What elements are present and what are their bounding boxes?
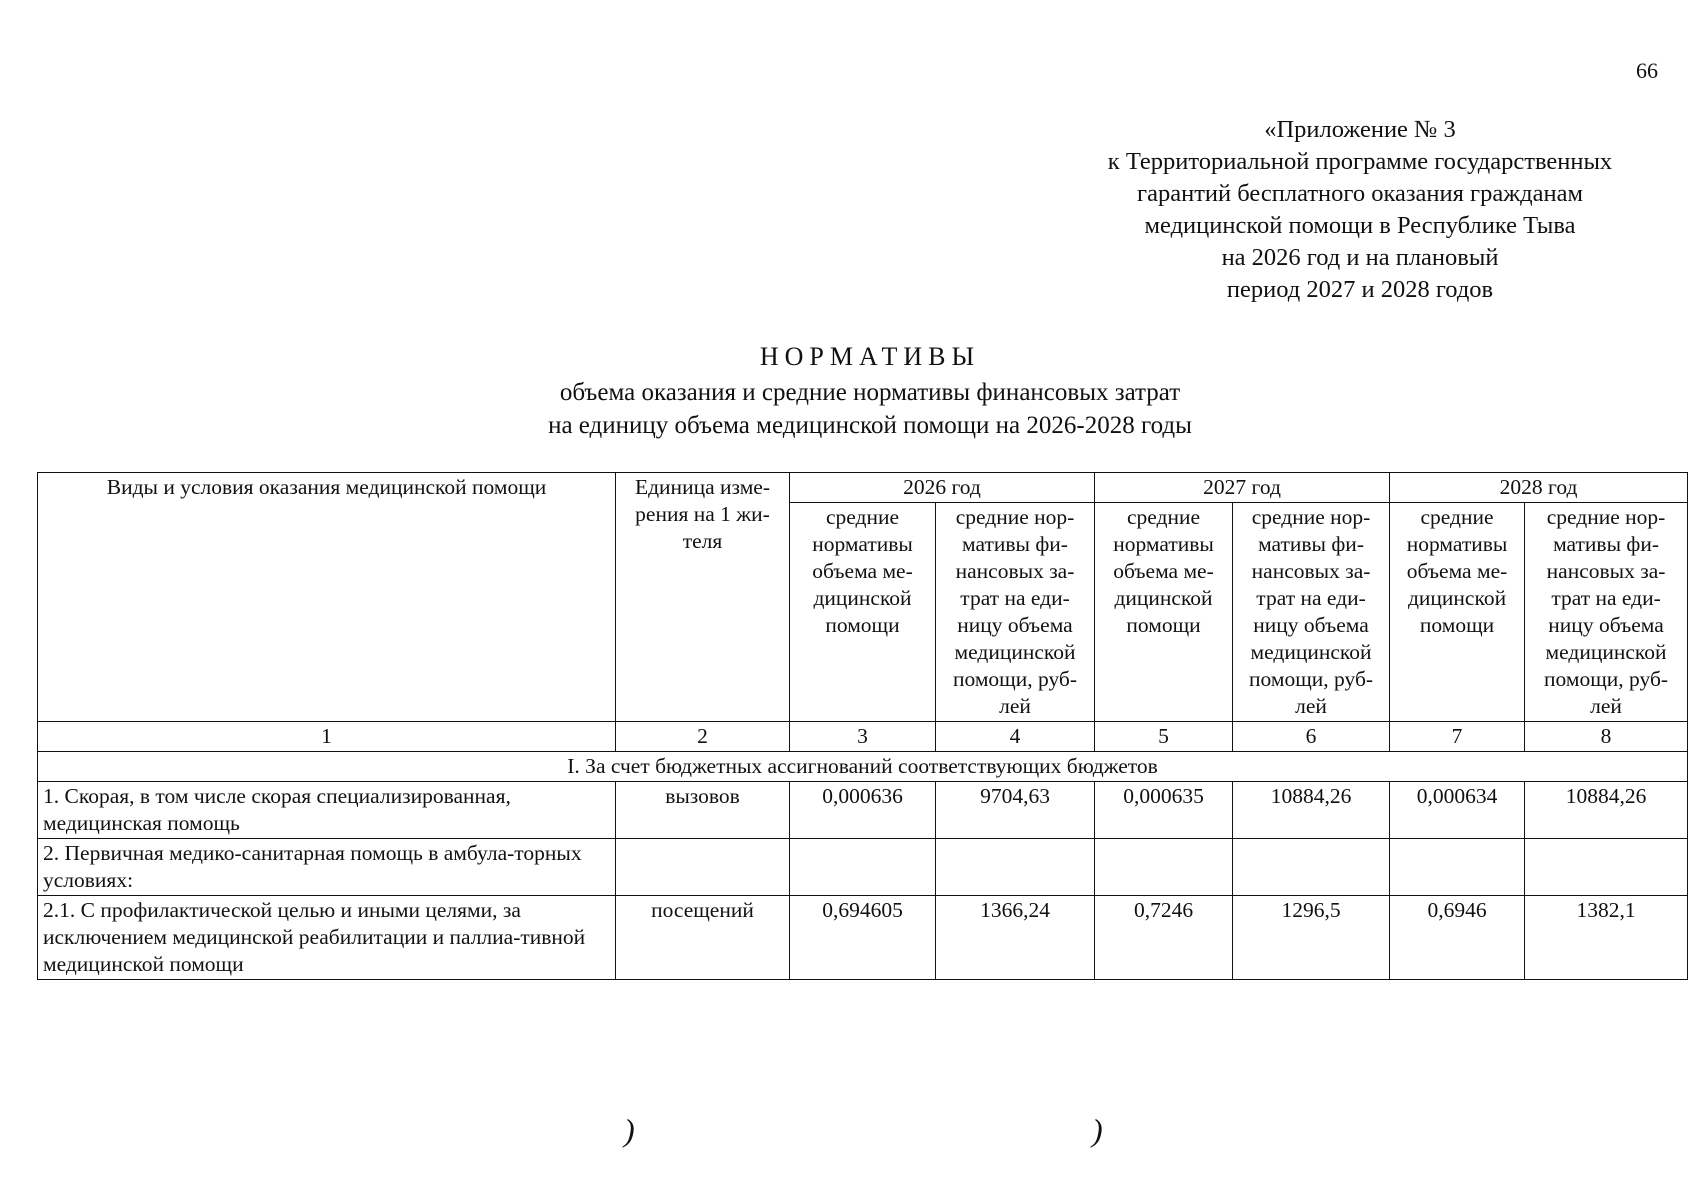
subtitle-line: на единицу объема медицинской помощи на 2026-2028 годы [548, 412, 1192, 439]
appendix-line: период 2027 и 2028 годов [1226, 276, 1494, 303]
header-cost-2027: средние нор-мативы фи-нансовых за-трат на еди-ницу объема медицинской помощи, руб-лей [1233, 503, 1390, 722]
row-name: 2.1. С профилактической целью и иными целями, за исключением медицинской реабилитации и паллиа-тивной медицинской помощи [38, 896, 616, 980]
header-types-of-care: Виды и условия оказания медицинской помощи [38, 473, 616, 722]
cost-2028 [1525, 839, 1688, 896]
cost-2027: 1296,5 [1233, 896, 1390, 980]
column-number: 7 [1390, 722, 1525, 752]
row-unit [616, 839, 790, 896]
volume-2027: 0,7246 [1095, 896, 1233, 980]
header-volume-2026: средние нормативы объема ме-дицинской помощи [790, 503, 936, 722]
volume-2027 [1095, 839, 1233, 896]
appendix-line: на 2026 год и на плановый [1221, 244, 1499, 271]
subtitle-line: объема оказания и средние нормативы финансовых затрат [559, 379, 1181, 406]
cost-2026: 1366,24 [936, 896, 1095, 980]
appendix-line: гарантий бесплатного оказания гражданам [1137, 180, 1583, 207]
header-volume-2027: средние нормативы объема ме-дицинской помощи [1095, 503, 1233, 722]
column-number: 3 [790, 722, 936, 752]
row-unit: вызовов [616, 782, 790, 839]
header-year-2027: 2027 год [1095, 473, 1390, 503]
volume-2026: 0,000636 [790, 782, 936, 839]
cost-2026: 9704,63 [936, 782, 1095, 839]
volume-2027: 0,000635 [1095, 782, 1233, 839]
column-number: 1 [38, 722, 616, 752]
row-name: 2. Первичная медико-санитарная помощь в амбула-торных условиях: [38, 839, 616, 896]
column-number: 8 [1525, 722, 1688, 752]
cost-2028: 10884,26 [1525, 782, 1688, 839]
column-number: 4 [936, 722, 1095, 752]
signature-mark: ) [624, 1112, 635, 1148]
cost-2028: 1382,1 [1525, 896, 1688, 980]
header-unit: Единица изме-рения на 1 жи-теля [616, 473, 790, 722]
column-number-row [38, 722, 1688, 752]
column-number: 2 [616, 722, 790, 752]
volume-2028: 0,6946 [1390, 896, 1525, 980]
volume-2026 [790, 839, 936, 896]
header-cost-2026: средние нор-мативы фи-нансовых за-трат на еди-ницу объема медицинской помощи, руб-лей [936, 503, 1095, 722]
normatives-table [37, 472, 1688, 980]
cost-2027: 10884,26 [1233, 782, 1390, 839]
volume-2028: 0,000634 [1390, 782, 1525, 839]
section-row [38, 752, 1688, 782]
document-title: НОРМАТИВЫ [759, 342, 981, 371]
header-row-years [38, 473, 1688, 503]
table-row [38, 896, 1688, 980]
header-volume-2028: средние нормативы объема ме-дицинской помощи [1390, 503, 1525, 722]
row-name: 1. Скорая, в том числе скорая специализированная, медицинская помощь [38, 782, 616, 839]
appendix-line: к Территориальной программе государственных [1107, 148, 1613, 175]
page-number: 66 [1636, 58, 1658, 83]
table-row [38, 782, 1688, 839]
volume-2028 [1390, 839, 1525, 896]
column-number: 6 [1233, 722, 1390, 752]
cost-2027 [1233, 839, 1390, 896]
volume-2026: 0,694605 [790, 896, 936, 980]
header-year-2028: 2028 год [1390, 473, 1688, 503]
row-unit: посещений [616, 896, 790, 980]
table-row [38, 839, 1688, 896]
section-title: I. За счет бюджетных ассигнований соответствующих бюджетов [38, 752, 1688, 782]
signature-mark: ) [1092, 1112, 1103, 1148]
header-cost-2028: средние нор-мативы фи-нансовых за-трат на еди-ницу объема медицинской помощи, руб-лей [1525, 503, 1688, 722]
column-number: 5 [1095, 722, 1233, 752]
appendix-line: медицинской помощи в Республике Тыва [1144, 212, 1576, 239]
document-subtitle [0, 376, 1697, 442]
cost-2026 [936, 839, 1095, 896]
appendix-line: «Приложение № 3 [1264, 116, 1456, 143]
appendix-heading [1040, 114, 1680, 306]
header-year-2026: 2026 год [790, 473, 1095, 503]
